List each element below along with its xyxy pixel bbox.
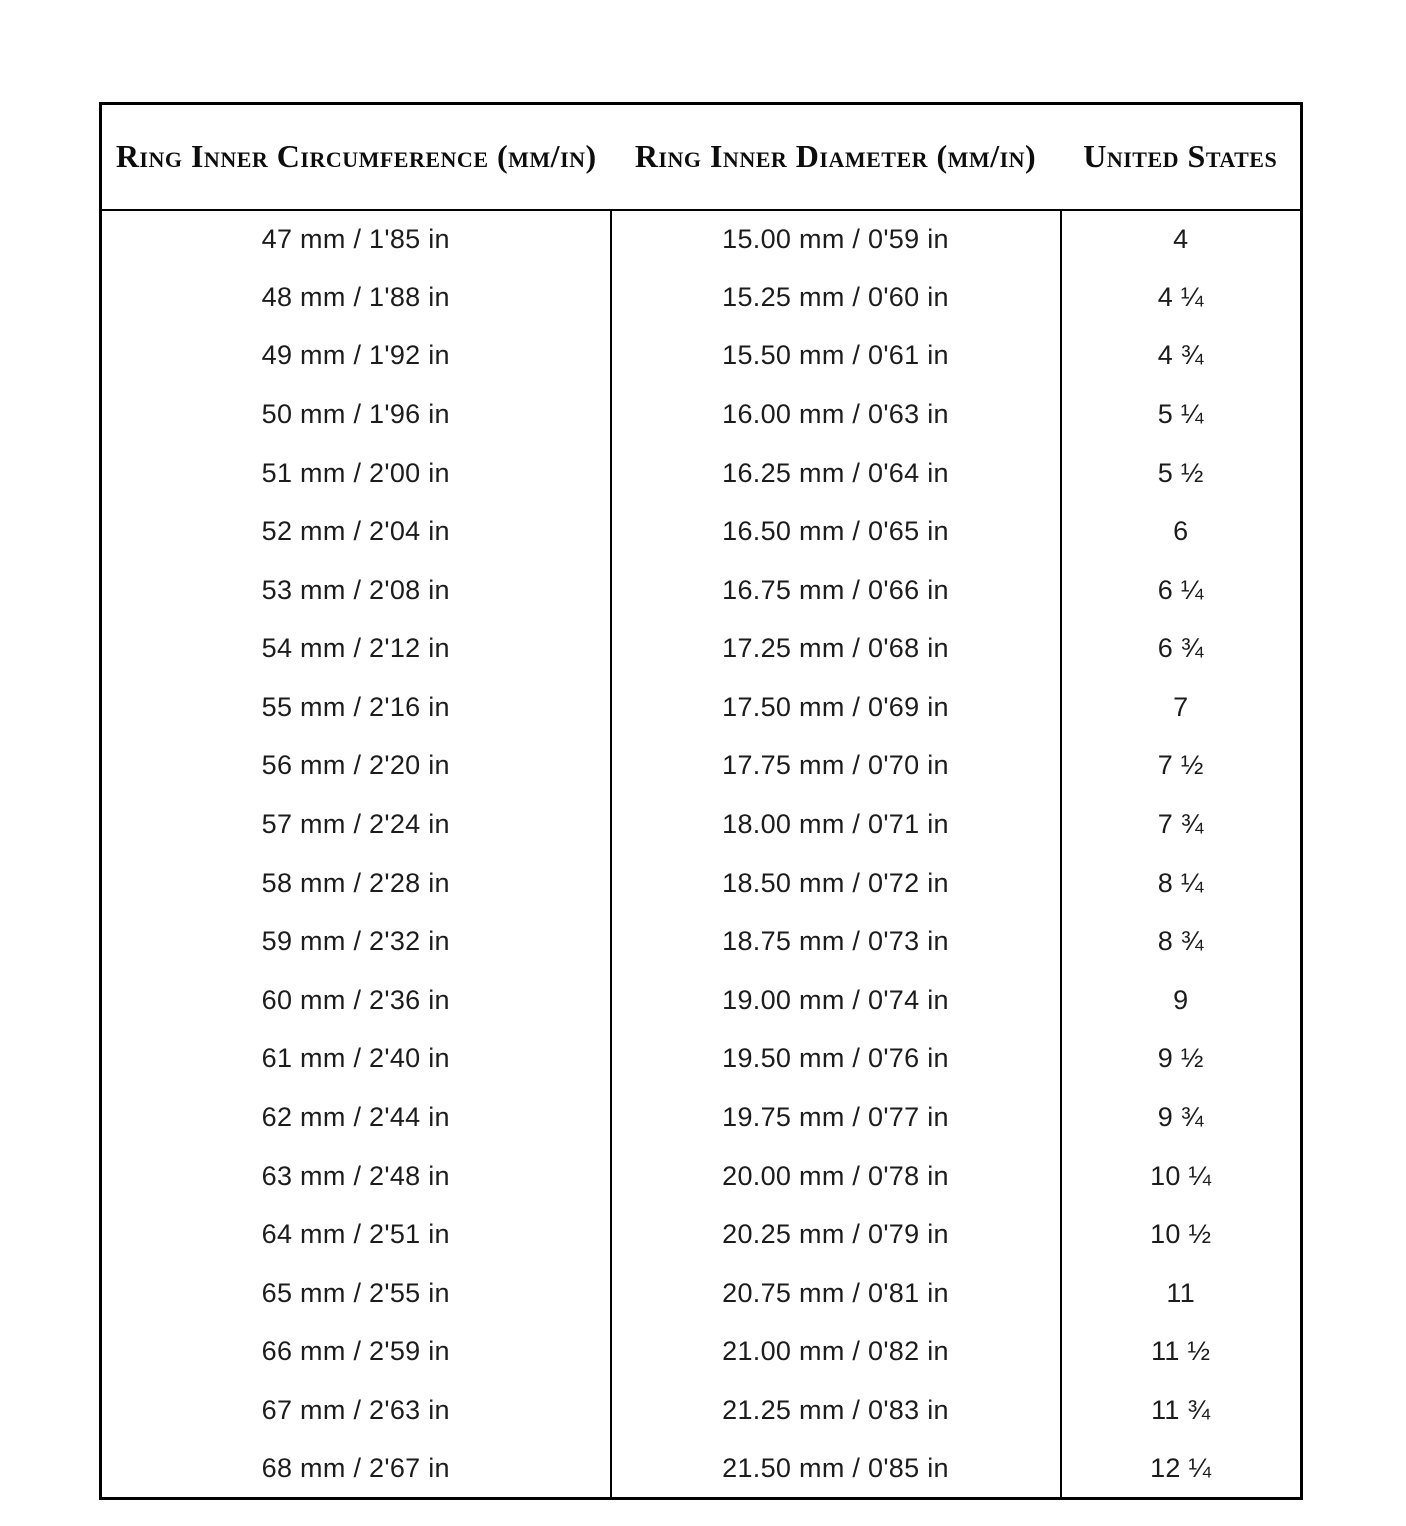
circumference-cell: 51 mm / 2'00 in <box>261 457 450 488</box>
table-row <box>101 385 1302 444</box>
table-row <box>101 1264 1302 1323</box>
table-row <box>101 854 1302 913</box>
diameter-cell: 15.50 mm / 0'61 in <box>611 327 1061 386</box>
column-header-circumference: Ring Inner Circumference (mm/in) <box>101 104 611 210</box>
circumference-cell: 63 mm / 2'48 in <box>261 1160 450 1191</box>
us-size-cell: 9 <box>1061 971 1302 1030</box>
diameter-cell: 19.50 mm / 0'76 in <box>611 1030 1061 1089</box>
us-size-cell: 4 ¼ <box>1061 268 1302 327</box>
circumference-cell: 58 mm / 2'28 in <box>261 867 450 898</box>
us-size-cell: 9 ½ <box>1061 1030 1302 1089</box>
column-header-diameter: Ring Inner Diameter (mm/in) <box>611 104 1061 210</box>
circumference-cell: 65 mm / 2'55 in <box>261 1277 450 1308</box>
diameter-cell: 21.50 mm / 0'85 in <box>611 1440 1061 1499</box>
circumference-cell: 48 mm / 1'88 in <box>261 281 450 312</box>
us-size-cell: 4 ¾ <box>1061 327 1302 386</box>
table-row <box>101 444 1302 503</box>
us-size-cell: 11 <box>1061 1264 1302 1323</box>
us-size-cell: 11 ¾ <box>1061 1381 1302 1440</box>
circumference-cell: 64 mm / 2'51 in <box>261 1219 450 1250</box>
us-size-cell: 8 ¾ <box>1061 912 1302 971</box>
diameter-cell: 20.25 mm / 0'79 in <box>611 1205 1061 1264</box>
us-size-cell: 9 ¾ <box>1061 1088 1302 1147</box>
ring-size-conversion-table <box>99 102 1303 1500</box>
table-row <box>101 912 1302 971</box>
table-row <box>101 327 1302 386</box>
diameter-cell: 15.00 mm / 0'59 in <box>611 210 1061 269</box>
us-size-cell: 10 ¼ <box>1061 1147 1302 1206</box>
diameter-cell: 19.00 mm / 0'74 in <box>611 971 1061 1030</box>
diameter-cell: 18.50 mm / 0'72 in <box>611 854 1061 913</box>
table-body <box>101 210 1302 1499</box>
circumference-cell: 61 mm / 2'40 in <box>261 1043 450 1074</box>
table-row <box>101 1147 1302 1206</box>
column-header-united-states: United States <box>1061 104 1302 210</box>
table-row <box>101 1440 1302 1499</box>
diameter-cell: 17.50 mm / 0'69 in <box>611 678 1061 737</box>
table-row <box>101 1322 1302 1381</box>
header-row <box>101 104 1302 210</box>
diameter-cell: 17.25 mm / 0'68 in <box>611 620 1061 679</box>
circumference-cell: 52 mm / 2'04 in <box>261 516 450 547</box>
table-row <box>101 1088 1302 1147</box>
diameter-cell: 18.75 mm / 0'73 in <box>611 912 1061 971</box>
table-row <box>101 795 1302 854</box>
circumference-cell: 62 mm / 2'44 in <box>261 1101 450 1132</box>
us-size-cell: 7 <box>1061 678 1302 737</box>
table-row <box>101 210 1302 269</box>
table-row <box>101 678 1302 737</box>
us-size-cell: 5 ½ <box>1061 444 1302 503</box>
circumference-cell: 49 mm / 1'92 in <box>261 340 450 371</box>
diameter-cell: 16.75 mm / 0'66 in <box>611 561 1061 620</box>
us-size-cell: 7 ½ <box>1061 737 1302 796</box>
diameter-cell: 16.25 mm / 0'64 in <box>611 444 1061 503</box>
circumference-cell: 55 mm / 2'16 in <box>261 691 450 722</box>
us-size-cell: 11 ½ <box>1061 1322 1302 1381</box>
us-size-cell: 12 ¼ <box>1061 1440 1302 1499</box>
circumference-cell: 57 mm / 2'24 in <box>261 809 450 840</box>
diameter-cell: 18.00 mm / 0'71 in <box>611 795 1061 854</box>
us-size-cell: 6 <box>1061 502 1302 561</box>
diameter-cell: 16.00 mm / 0'63 in <box>611 385 1061 444</box>
us-size-cell: 4 <box>1061 210 1302 269</box>
diameter-cell: 21.00 mm / 0'82 in <box>611 1322 1061 1381</box>
table-row <box>101 1030 1302 1089</box>
diameter-cell: 15.25 mm / 0'60 in <box>611 268 1061 327</box>
us-size-cell: 6 ¼ <box>1061 561 1302 620</box>
diameter-cell: 20.75 mm / 0'81 in <box>611 1264 1061 1323</box>
table-row <box>101 1381 1302 1440</box>
us-size-cell: 8 ¼ <box>1061 854 1302 913</box>
table-row <box>101 268 1302 327</box>
diameter-cell: 16.50 mm / 0'65 in <box>611 502 1061 561</box>
diameter-cell: 21.25 mm / 0'83 in <box>611 1381 1061 1440</box>
circumference-cell: 56 mm / 2'20 in <box>261 750 450 781</box>
us-size-cell: 6 ¾ <box>1061 620 1302 679</box>
us-size-cell: 10 ½ <box>1061 1205 1302 1264</box>
diameter-cell: 19.75 mm / 0'77 in <box>611 1088 1061 1147</box>
circumference-cell: 60 mm / 2'36 in <box>261 984 450 1015</box>
diameter-cell: 17.75 mm / 0'70 in <box>611 737 1061 796</box>
table-row <box>101 620 1302 679</box>
table-row <box>101 971 1302 1030</box>
circumference-cell: 59 mm / 2'32 in <box>261 926 450 957</box>
circumference-cell: 54 mm / 2'12 in <box>261 633 450 664</box>
us-size-cell: 7 ¾ <box>1061 795 1302 854</box>
circumference-cell: 67 mm / 2'63 in <box>261 1394 450 1425</box>
table-row <box>101 1205 1302 1264</box>
circumference-cell: 47 mm / 1'85 in <box>261 223 450 254</box>
table-row <box>101 561 1302 620</box>
table-row <box>101 737 1302 796</box>
us-size-cell: 5 ¼ <box>1061 385 1302 444</box>
diameter-cell: 20.00 mm / 0'78 in <box>611 1147 1061 1206</box>
circumference-cell: 66 mm / 2'59 in <box>261 1336 450 1367</box>
table-row <box>101 502 1302 561</box>
circumference-cell: 68 mm / 2'67 in <box>261 1452 450 1483</box>
circumference-cell: 50 mm / 1'96 in <box>261 399 450 430</box>
circumference-cell: 53 mm / 2'08 in <box>261 574 450 605</box>
table-header <box>101 104 1302 210</box>
